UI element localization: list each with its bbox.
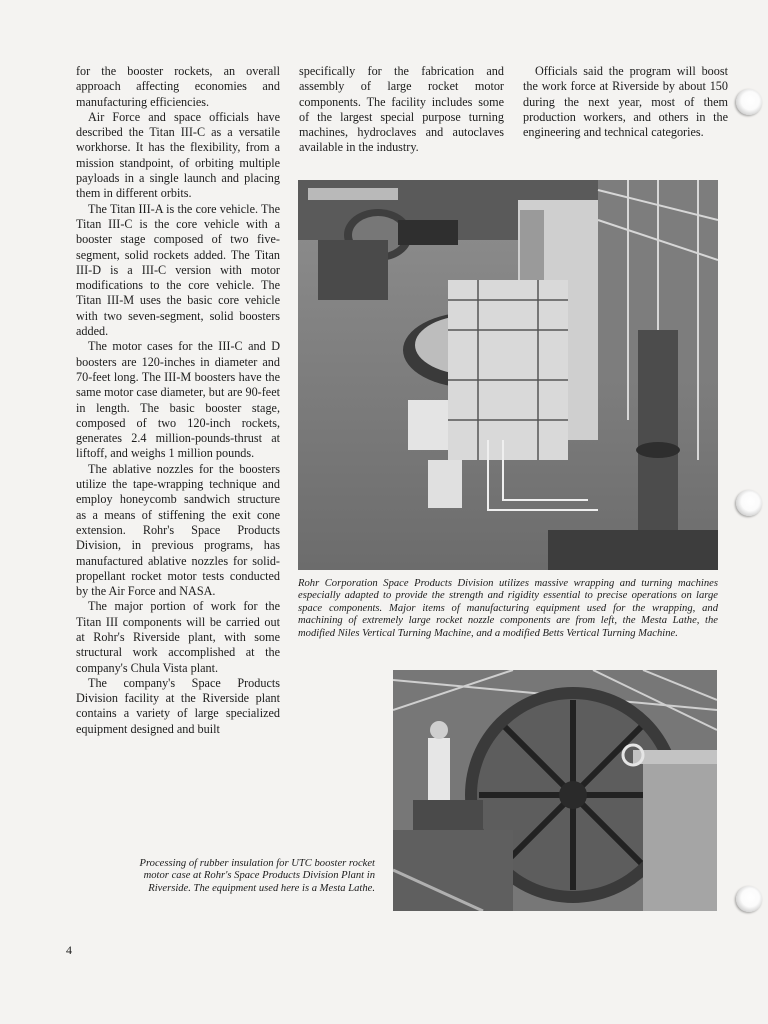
top-photo-caption: Rohr Corporation Space Products Division utilizes massive wrapping and turning machines especially adapted to provide the strength and rigidity essential to precise operations on large space components. Major items of manufacturing equipment used for the wrapping, and machining of extremely large rocket nozzle components are from left, the Mesta Lathe, the modified Niles Vertical Turning Machine, and a modified Betts Vertical Turning Machine.	[298, 578, 718, 639]
binder-hole	[736, 886, 762, 912]
paragraph: specifically for the fabrication and assembly of large rocket motor components. The facility includes some of the largest special purpose turning machines, hydroclaves and autoclaves available in the industry.	[299, 64, 504, 155]
paragraph: The motor cases for the III-C and D boosters are 120-inches in diameter and 70-feet long. The III-M boosters have the same motor case diameter, but are 90-feet in length. The basic booster stage, composed of two 120-inch rockets, generates 2.4 million-pounds-thrust at liftoff, and weighs 1 million pounds.	[76, 339, 280, 461]
right-text-column	[523, 64, 728, 140]
paragraph: The major portion of work for the Titan III components will be carried out at Rohr's Riverside plant, with some structural work accomplished at the company's Chula Vista plant.	[76, 599, 280, 675]
binder-hole	[736, 490, 762, 516]
bottom-photo-caption: Processing of rubber insulation for UTC booster rocket motor case at Rohr's Space Products Division Plant in Riverside. The equipment used here is a Mesta Lathe.	[139, 858, 375, 894]
left-text-column	[76, 64, 280, 737]
paragraph: Officials said the program will boost the work force at Riverside by about 150 during the next year, most of them production workers, and others in the engineering and technical categories.	[523, 64, 728, 140]
factory-machinery-photo	[298, 180, 718, 570]
paragraph: Air Force and space officials have described the Titan III-C as a versatile workhorse. It has the flexibility, from a mission standpoint, of orbiting multiple payloads in a single launch and placing them in different orbits.	[76, 109, 280, 201]
middle-text-column	[299, 64, 504, 156]
paragraph: The company's Space Products Division facility at the Riverside plant contains a variety of large specialized equipment designed and built	[76, 675, 280, 736]
paragraph: The ablative nozzles for the boosters utilize the tape-wrapping technique and employ honeycomb sandwich structure as a means of stiffening the exit cone extension. Rohr's Space Products Division, in previous programs, has manufactured ablative nozzles for solid-propellant rocket motor tests conducted by the Air Force and NASA.	[76, 461, 280, 599]
paragraph: The Titan III-A is the core vehicle. The Titan III-C is the core vehicle with a booster stage composed of two five-segment, solid rockets added. The Titan III-D is a III-C version with motor modifications to the core vehicle. The Titan III-M uses the basic core vehicle with two seven-segment, solid boosters added.	[76, 201, 280, 339]
page-number: 4	[66, 943, 72, 957]
mesta-lathe-photo	[393, 670, 717, 911]
binder-hole	[736, 89, 762, 115]
paragraph: for the booster rockets, an overall approach affecting economies and manufacturing efficiencies.	[76, 64, 280, 109]
